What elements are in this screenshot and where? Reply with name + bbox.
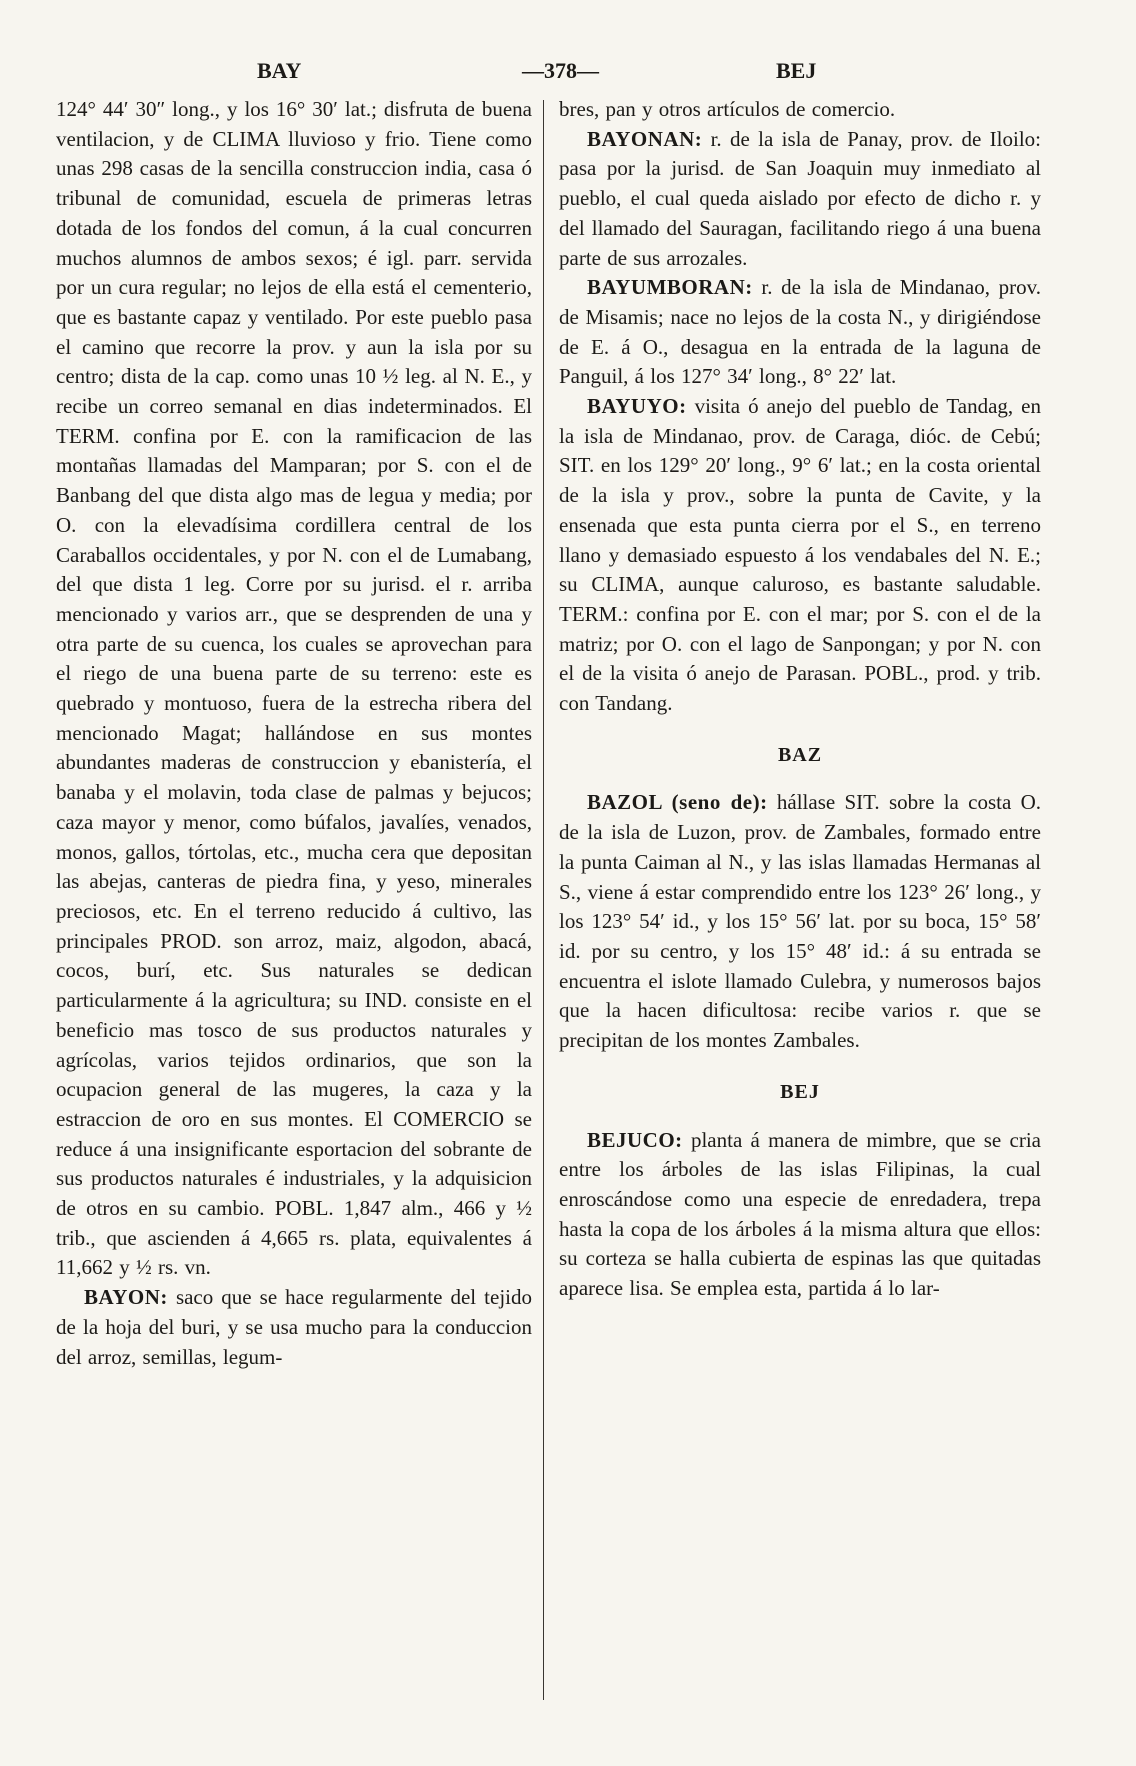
column-divider <box>543 100 544 1700</box>
entry-bayumboran-text: r. de la isla de Mindanao, prov. de Misamis; nace no lejos de la costa N., y dirigiéndose de E. á O., desagua en la entrada de la laguna de Panguil, á los 127° 34′ long., 8° 22′ lat. <box>559 275 1041 389</box>
page-header <box>0 52 1136 92</box>
entry-bayonan-text: r. de la isla de Panay, prov. de Iloilo: pasa por la jurisd. de San Joaquin muy inmediato al pueblo, el cual queda aislado por efecto de dicho r. y del llamado del Sauragan, facilitando riego á una buena parte de sus arrozales. <box>559 126 1041 270</box>
entry-bayonan <box>559 125 1041 274</box>
entry-bayon-text: saco que se hace regularmente del tejido de la hoja del buri, y se usa mucho para la conduccion del arroz, semillas, legum- <box>56 1285 532 1369</box>
header-left-term: BAY <box>257 58 302 83</box>
page-number: —378— <box>522 58 599 83</box>
entry-bazol <box>559 788 1041 1055</box>
entry-bazol-text: hállase SIT. sobre la costa O. de la isla de Luzon, prov. de Zambales, formado entre la punta Caiman al N., y las islas llamadas Hermanas al S., viene á estar comprendido entre los 123° 26′ long., y los 123° 54′ id., y los 15° 56′ lat. por su boca, 15° 58′ id. por su centro, y los 15° 48′ id.: á su entrada se encuentra el islote llamado Culebra, y numerosos bajos que la hacen dificultosa: recibe varios r. que se precipitan de los montes Zambales. <box>559 790 1042 1053</box>
section-heading-baz: BAZ <box>777 743 823 766</box>
right-column <box>559 95 1041 1304</box>
left-column <box>56 95 532 1372</box>
entry-bayumboran <box>559 273 1041 392</box>
entry-continuation-right: bres, pan y otros artículos de comercio. <box>559 97 896 121</box>
headword-bazol: BAZOL (seno de): <box>587 790 768 815</box>
entry-bayon <box>56 1283 532 1372</box>
entry-bayuyo <box>559 392 1041 719</box>
headword-bayuyo: BAYUYO: <box>587 394 687 419</box>
entry-bayuyo-text: visita ó anejo del pueblo de Tandag, en la isla de Mindanao, prov. de Caraga, dióc. de Cebú; SIT. en los 129° 20′ long., 9° 6′ lat.; en la costa oriental de la isla y prov., sobre la punta de Cavite, y la ensenada que esta punta cierra por el S., en terreno llano y demasiado espuesto á los vendabales del N. E.; su CLIMA, aunque caluroso, es bastante saludable. TERM.: confina por E. con el mar; por S. con el de la matriz; por O. con el lago de Sanpongan; y por N. con el de la visita ó anejo de Parasan. POBL., prod. y trib. con Tandang. <box>559 394 1041 716</box>
entry-bejuco <box>559 1126 1041 1304</box>
section-heading-bej: BEJ <box>780 1080 820 1103</box>
headword-bayonan: BAYONAN: <box>587 126 703 151</box>
headword-bayon: BAYON: <box>84 1285 168 1310</box>
headword-bejuco: BEJUCO: <box>587 1127 683 1152</box>
entry-bejuco-text: planta á manera de mimbre, que se cria entre los árboles de las islas Filipinas, la cual enroscándose como una especie de enredadera, trepa hasta la copa de los árboles á la misma altura que ellos: su corteza se halla cubierta de espinas las que quitadas aparece lisa. Se emplea esta, partida á lo lar- <box>559 1127 1041 1301</box>
header-right-term: BEJ <box>776 58 817 83</box>
entry-continuation: 124° 44′ 30″ long., y los 16° 30′ lat.; disfruta de buena ventilacion, y de CLIMA lluvioso y frio. Tiene como unas 298 casas de la sencilla construccion india, casa ó tribunal de comunidad, escuela de primeras letras dotada de los fondos del comun, á la cual concurren muchos alumnos de ambos sexos; é igl. parr. servida por un cura regular; no lejos de ella está el cementerio, que es bastante capaz y ventilado. Por este pueblo pasa el camino que recorre la prov. y aun la isla por su centro; dista de la cap. como unas 10 ½ leg. al N. E., y recibe un correo semanal en dias indeterminados. El TERM. confina por E. con la ramificacion de las montañas llamadas del Mamparan; por S. con el de Banbang del que dista algo mas de legua y media; por O. con la elevadísima cordillera central de los Caraballos occidentales, y por N. con el de Lumabang, del que dista 1 leg. Corre por su jurisd. el r. arriba mencionado y varios arr., que se desprenden de una y otra parte de su cuenca, los cuales se aprovechan para el riego de una buena parte de su terreno: este es quebrado y montuoso, fuera de la estrecha ribera del mencionado Magat; hallándose en sus montes abundantes maderas de construccion y ebanistería, el banaba y el molavin, toda clase de palmas y bejucos; caza mayor y menor, como búfalos, javalíes, venados, monos, gallos, tórtolas, etc., mucha cera que depositan las abejas, canteras de piedra fina, y yeso, minerales preciosos, etc. En el terreno reducido á cultivo, las principales PROD. son arroz, maiz, algodon, abacá, cocos, burí, etc. Sus naturales se dedican particularmente á la agricultura; su IND. consiste en el beneficio mas tosco de sus productos naturales y agrícolas, varios tejidos ordinarios, que son la ocupacion general de las mugeres, la caza y la estraccion de oro en sus montes. El COMERCIO se reduce á una insignificante esportacion del sobrante de sus productos naturales é industriales, y la adquisicion de otros en su cambio. POBL. 1,847 alm., 466 y ½ trib., que ascienden á 4,665 rs. plata, equivalentes á 11,662 y ½ rs. vn. <box>56 97 532 1280</box>
headword-bayumboran: BAYUMBORAN: <box>587 275 753 300</box>
